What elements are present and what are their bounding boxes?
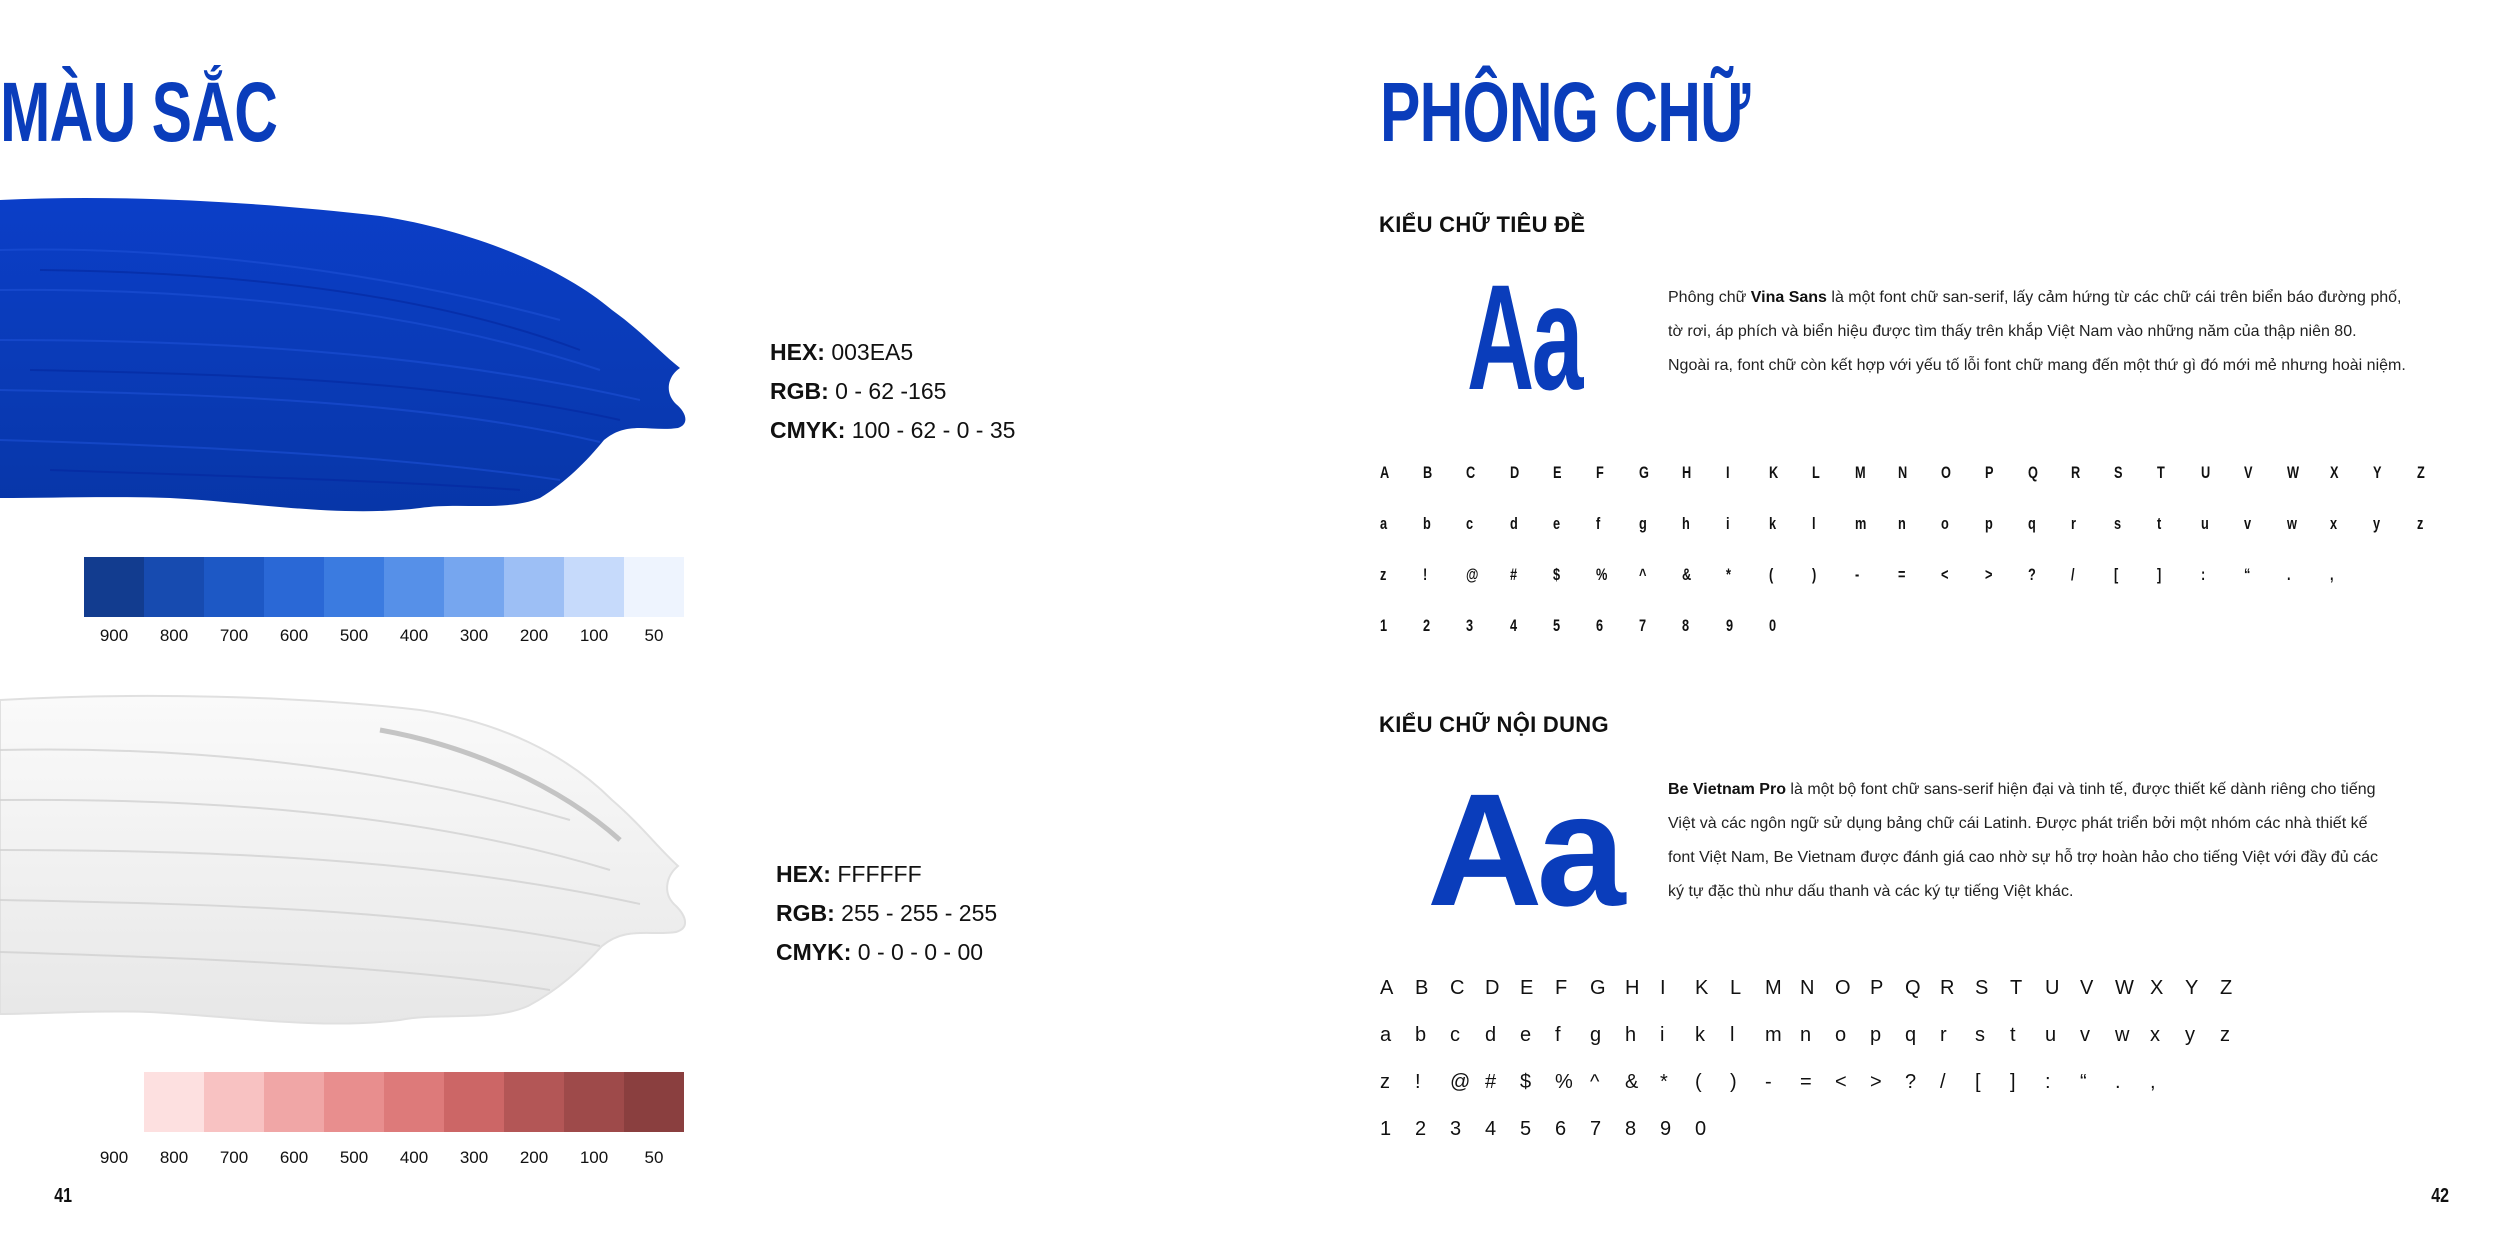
glyph: S [1975, 977, 1989, 999]
glyph: n [1898, 514, 1907, 533]
glyph: % [1555, 1071, 1573, 1093]
glyph: Q [1905, 977, 1921, 999]
glyph: A [1380, 463, 1390, 482]
glyph: W [2286, 463, 2299, 482]
glyph: h [1682, 514, 1691, 533]
glyph: x [2150, 1024, 2160, 1046]
glyph: & [1625, 1071, 1639, 1093]
glyph: z [1380, 1071, 1390, 1093]
glyph: 5 [1552, 616, 1560, 635]
font-name: Be Vietnam Pro [1668, 781, 1786, 798]
display-font-label: KIỂU CHỮ TIÊU ĐỀ [1379, 212, 1586, 237]
glyph: H [1682, 463, 1692, 482]
glyph: B [1415, 977, 1429, 999]
rgb-label: RGB: [776, 900, 835, 926]
glyph: ] [2010, 1071, 2016, 1093]
body-glyphs-numbers [1380, 1118, 1730, 1141]
glyph: ^ [1639, 565, 1647, 584]
colors-title: MÀU SẮC [0, 65, 278, 159]
body-glyphs-symbols [1380, 1071, 2185, 1094]
display-font-sample: Aa [1467, 253, 1581, 421]
glyph: q [1905, 1024, 1917, 1046]
typography-title: PHÔNG CHỮ [1380, 65, 1750, 159]
glyph: d [1485, 1024, 1497, 1046]
glyph: Z [2416, 463, 2425, 482]
rgb-value: 255 - 255 - 255 [834, 900, 998, 926]
glyph: 1 [1380, 616, 1388, 635]
glyph: / [2071, 565, 2075, 584]
glyph: / [1940, 1071, 1946, 1093]
glyph: K [1695, 977, 1709, 999]
glyph: a [1380, 1024, 1392, 1046]
desc-text: là một bộ font chữ sans-serif hiện đại và tinh tế, được thiết kế dành riêng cho tiếng [1785, 781, 2376, 798]
glyph: : [2200, 565, 2205, 584]
color-swatch-300 [444, 557, 504, 617]
color-swatch-900 [144, 1072, 204, 1132]
hex-value: FFFFFF [830, 861, 922, 887]
body-font-description [1668, 773, 2458, 909]
glyph: N [1800, 977, 1815, 999]
color-swatch-500 [384, 1072, 444, 1132]
glyph: V [2243, 463, 2253, 482]
glyph: ) [1730, 1071, 1737, 1093]
display-glyphs-lowercase [1380, 514, 2460, 534]
glyph: h [1625, 1024, 1637, 1046]
glyph: 2 [1415, 1118, 1427, 1140]
swatch-label: 600 [279, 1148, 309, 1167]
glyph: c [1466, 514, 1474, 533]
glyph: t [2010, 1024, 2016, 1046]
glyph: I [1725, 463, 1730, 482]
body-font-sample: Aa [1427, 760, 1620, 939]
glyph: 6 [1555, 1118, 1567, 1140]
glyph: w [2115, 1024, 2130, 1046]
glyph: V [2080, 977, 2094, 999]
glyph: $ [1552, 565, 1560, 584]
swatch-label: 300 [459, 626, 489, 645]
glyph: = [1898, 565, 1906, 584]
color-swatch-800 [204, 1072, 264, 1132]
glyph: 1 [1380, 1118, 1392, 1140]
glyph: 3 [1450, 1118, 1462, 1140]
secondary-color-specs [776, 855, 997, 972]
glyph: z [1380, 565, 1387, 584]
glyph: 4 [1485, 1118, 1497, 1140]
display-glyphs-uppercase [1380, 463, 2460, 483]
rgb-row [770, 372, 1015, 411]
swatch-label: 400 [399, 1148, 429, 1167]
glyph: e [1520, 1024, 1532, 1046]
glyph: @ [1450, 1071, 1471, 1093]
glyph: - [1855, 565, 1860, 584]
glyph: ! [1423, 565, 1428, 584]
display-glyphs-symbols [1380, 565, 2373, 585]
color-swatch-400 [384, 557, 444, 617]
glyph: & [1682, 565, 1692, 584]
glyph: M [1765, 977, 1782, 999]
color-swatch-50 [624, 557, 684, 617]
swatch-label: 900 [99, 1148, 129, 1167]
glyph: < [1941, 565, 1949, 584]
swatch-label: 200 [519, 626, 549, 645]
cmyk-row [770, 411, 1015, 450]
glyph: k [1768, 514, 1776, 533]
glyph: i [1725, 514, 1730, 533]
glyph: ( [1768, 565, 1773, 584]
color-swatch-600 [264, 557, 324, 617]
swatch-label: 300 [459, 1148, 489, 1167]
glyph: I [1660, 977, 1666, 999]
glyph: F [1595, 463, 1604, 482]
glyph: Q [2027, 463, 2038, 482]
glyph: c [1450, 1024, 1460, 1046]
glyph: P [1870, 977, 1884, 999]
swatch-label: 800 [159, 626, 189, 645]
color-swatch-800 [144, 557, 204, 617]
glyph: e [1552, 514, 1560, 533]
color-swatch-900 [84, 557, 144, 617]
swatch-label: 100 [579, 1148, 609, 1167]
glyph: b [1423, 514, 1431, 533]
rgb-row [776, 894, 997, 933]
glyph: E [1520, 977, 1534, 999]
glyph: Y [2373, 463, 2382, 482]
glyph: l [1730, 1024, 1735, 1046]
glyph: T [2157, 463, 2166, 482]
glyph: q [2027, 514, 2036, 533]
blue-swatch-scale [84, 557, 684, 617]
glyph: ! [1415, 1071, 1421, 1093]
rgb-value: 0 - 62 -165 [828, 378, 947, 404]
glyph: F [1555, 977, 1568, 999]
glyph: u [2045, 1024, 2057, 1046]
glyph: u [2200, 514, 2209, 533]
glyph: y [2373, 514, 2381, 533]
hex-row [770, 333, 1015, 372]
glyph: g [1590, 1024, 1602, 1046]
glyph: K [1768, 463, 1778, 482]
glyph: # [1509, 565, 1517, 584]
swatch-label: 800 [159, 1148, 189, 1167]
glyph: k [1695, 1024, 1705, 1046]
glyph: , [2330, 565, 2334, 584]
swatch-label: 50 [644, 1148, 664, 1167]
glyph: E [1552, 463, 1562, 482]
glyph: Z [2220, 977, 2233, 999]
glyph: N [1898, 463, 1908, 482]
glyph: p [1870, 1024, 1882, 1046]
glyph: m [1765, 1024, 1782, 1046]
glyph: 7 [1639, 616, 1647, 635]
desc-text: font Việt Nam, Be Vietnam được đánh giá cao nhờ sự hỗ trợ hoàn hảo cho tiếng Việt với đầy đủ các [1668, 849, 2379, 866]
hex-row [776, 855, 997, 894]
glyph: 9 [1660, 1118, 1672, 1140]
glyph: M [1855, 463, 1866, 482]
glyph: f [1595, 514, 1601, 533]
glyph: * [1725, 565, 1731, 584]
glyph: B [1423, 463, 1433, 482]
glyph: R [2071, 463, 2081, 482]
glyph: r [1940, 1024, 1947, 1046]
glyph: [ [2114, 565, 2119, 584]
glyph: , [2150, 1071, 2156, 1093]
glyph: > [1984, 565, 1993, 584]
glyph: 9 [1725, 616, 1733, 635]
glyph: 2 [1423, 616, 1431, 635]
page-number-right: 42 [2431, 1185, 2450, 1207]
red-swatch-labels [84, 1148, 684, 1168]
glyph: G [1639, 463, 1650, 482]
glyph: 5 [1520, 1118, 1532, 1140]
desc-text: là một font chữ san-serif, lấy cảm hứng từ các chữ cái trên biển báo đường phố, [1826, 289, 2402, 306]
body-glyphs-uppercase [1380, 977, 2255, 1000]
cmyk-value: 0 - 0 - 0 - 00 [851, 939, 984, 965]
glyph: = [1800, 1071, 1812, 1093]
rgb-label: RGB: [770, 378, 829, 404]
glyph: s [1975, 1024, 1985, 1046]
red-swatch-scale [144, 1072, 684, 1132]
glyph: 4 [1509, 616, 1517, 635]
glyph: . [2115, 1071, 2121, 1093]
glyph: @ [1466, 565, 1479, 584]
glyph: o [1941, 514, 1950, 533]
color-swatch-100 [564, 557, 624, 617]
swatch-label: 400 [399, 626, 429, 645]
glyph: n [1800, 1024, 1812, 1046]
glyph: 8 [1682, 616, 1690, 635]
glyph: U [2200, 463, 2210, 482]
glyph: O [1941, 463, 1952, 482]
glyph: v [2080, 1024, 2090, 1046]
glyph: [ [1975, 1071, 1981, 1093]
glyph: . [2286, 565, 2291, 584]
color-swatch-200 [564, 1072, 624, 1132]
glyph: m [1855, 514, 1867, 533]
glyph: b [1415, 1024, 1427, 1046]
swatch-label: 500 [339, 1148, 369, 1167]
glyph: s [2114, 514, 2122, 533]
glyph: ) [1811, 565, 1817, 584]
glyph: U [2045, 977, 2060, 999]
glyph: “ [2080, 1071, 2087, 1093]
glyph: C [1466, 463, 1476, 482]
glyph: Y [2185, 977, 2199, 999]
page-typography [1247, 0, 2494, 1247]
glyph: W [2115, 977, 2134, 999]
glyph: w [2286, 514, 2297, 533]
glyph: S [2114, 463, 2123, 482]
glyph: 6 [1595, 616, 1604, 635]
cmyk-row [776, 933, 997, 972]
blue-paint-stroke [0, 180, 700, 530]
desc-text: ký tự đặc thù như dấu thanh và các ký tự tiếng Việt khác. [1668, 883, 2074, 900]
blue-swatch-labels [84, 626, 684, 646]
color-swatch-200 [504, 557, 564, 617]
swatch-label: 700 [219, 1148, 249, 1167]
glyph: X [2330, 463, 2339, 482]
glyph: r [2071, 514, 2076, 533]
desc-text: Ngoài ra, font chữ còn kết hợp với yếu tố lỗi font chữ mang đến một thứ gì đó mới mẻ nhưng hoài niệm. [1668, 357, 2406, 374]
hex-label: HEX: [776, 861, 831, 887]
color-swatch-700 [264, 1072, 324, 1132]
glyph: < [1835, 1071, 1847, 1093]
white-paint-stroke [0, 690, 700, 1040]
glyph: g [1639, 514, 1647, 533]
swatch-label: 700 [219, 626, 249, 645]
glyph: d [1509, 514, 1518, 533]
glyph: R [1940, 977, 1955, 999]
glyph: 0 [1695, 1118, 1707, 1140]
glyph: 3 [1466, 616, 1474, 635]
glyph: G [1590, 977, 1606, 999]
swatch-label: 900 [99, 626, 129, 645]
glyph: ? [1905, 1071, 1917, 1093]
page-number-left: 41 [54, 1185, 73, 1207]
glyph: ^ [1590, 1071, 1600, 1093]
glyph: ] [2157, 565, 2162, 584]
glyph: L [1730, 977, 1742, 999]
glyph: “ [2243, 565, 2251, 584]
swatch-label: 100 [579, 626, 609, 645]
font-name: Vina Sans [1750, 289, 1827, 306]
glyph: - [1765, 1071, 1772, 1093]
glyph: D [1509, 463, 1519, 482]
glyph: % [1595, 565, 1608, 584]
glyph: C [1450, 977, 1465, 999]
desc-text: tờ rơi, áp phích và biển hiệu được tìm thấy trên khắp Việt Nam vào những năm của thập niên 80. [1668, 323, 2357, 340]
body-glyphs-lowercase [1380, 1024, 2255, 1047]
glyph: ( [1695, 1071, 1702, 1093]
glyph: O [1835, 977, 1851, 999]
glyph: z [2416, 514, 2423, 533]
glyph: p [1984, 514, 1993, 533]
color-swatch-500 [324, 557, 384, 617]
glyph: o [1835, 1024, 1847, 1046]
desc-text: Việt và các ngôn ngữ sử dụng bảng chữ cái Latinh. Được phát triển bởi một nhóm các nhà thiết kế [1668, 815, 2368, 832]
glyph: # [1485, 1071, 1497, 1093]
glyph: l [1811, 514, 1816, 533]
body-font-label: KIỂU CHỮ NỘI DUNG [1379, 712, 1609, 737]
swatch-label: 50 [644, 626, 664, 645]
glyph: v [2243, 514, 2251, 533]
glyph: ? [2027, 565, 2036, 584]
display-glyphs-numbers [1380, 616, 1812, 636]
desc-text: Phông chữ [1668, 289, 1751, 306]
glyph: i [1660, 1024, 1665, 1046]
glyph: * [1660, 1071, 1668, 1093]
swatch-label: 500 [339, 626, 369, 645]
glyph: t [2157, 514, 2162, 533]
color-swatch-600 [324, 1072, 384, 1132]
glyph: f [1555, 1024, 1561, 1046]
color-swatch-100 [624, 1072, 684, 1132]
swatch-label: 600 [279, 626, 309, 645]
glyph: L [1811, 463, 1820, 482]
glyph: A [1380, 977, 1394, 999]
glyph: D [1485, 977, 1500, 999]
glyph: H [1625, 977, 1640, 999]
primary-color-specs [770, 333, 1015, 450]
glyph: 0 [1768, 616, 1776, 635]
glyph: T [2010, 977, 2023, 999]
glyph: $ [1520, 1071, 1532, 1093]
glyph: 8 [1625, 1118, 1637, 1140]
glyph: : [2045, 1071, 2051, 1093]
swatch-label: 200 [519, 1148, 549, 1167]
glyph: y [2185, 1024, 2195, 1046]
color-swatch-400 [444, 1072, 504, 1132]
cmyk-label: CMYK: [776, 939, 852, 965]
hex-value: 003EA5 [824, 339, 914, 365]
color-swatch-300 [504, 1072, 564, 1132]
glyph: x [2330, 514, 2338, 533]
cmyk-label: CMYK: [770, 417, 846, 443]
glyph: P [1984, 463, 1994, 482]
cmyk-value: 100 - 62 - 0 - 35 [845, 417, 1016, 443]
glyph: 7 [1590, 1118, 1602, 1140]
glyph: a [1380, 514, 1388, 533]
hex-label: HEX: [770, 339, 825, 365]
glyph: X [2150, 977, 2164, 999]
color-swatch-700 [204, 557, 264, 617]
glyph: z [2220, 1024, 2230, 1046]
glyph: > [1870, 1071, 1882, 1093]
display-font-description [1668, 281, 2458, 383]
